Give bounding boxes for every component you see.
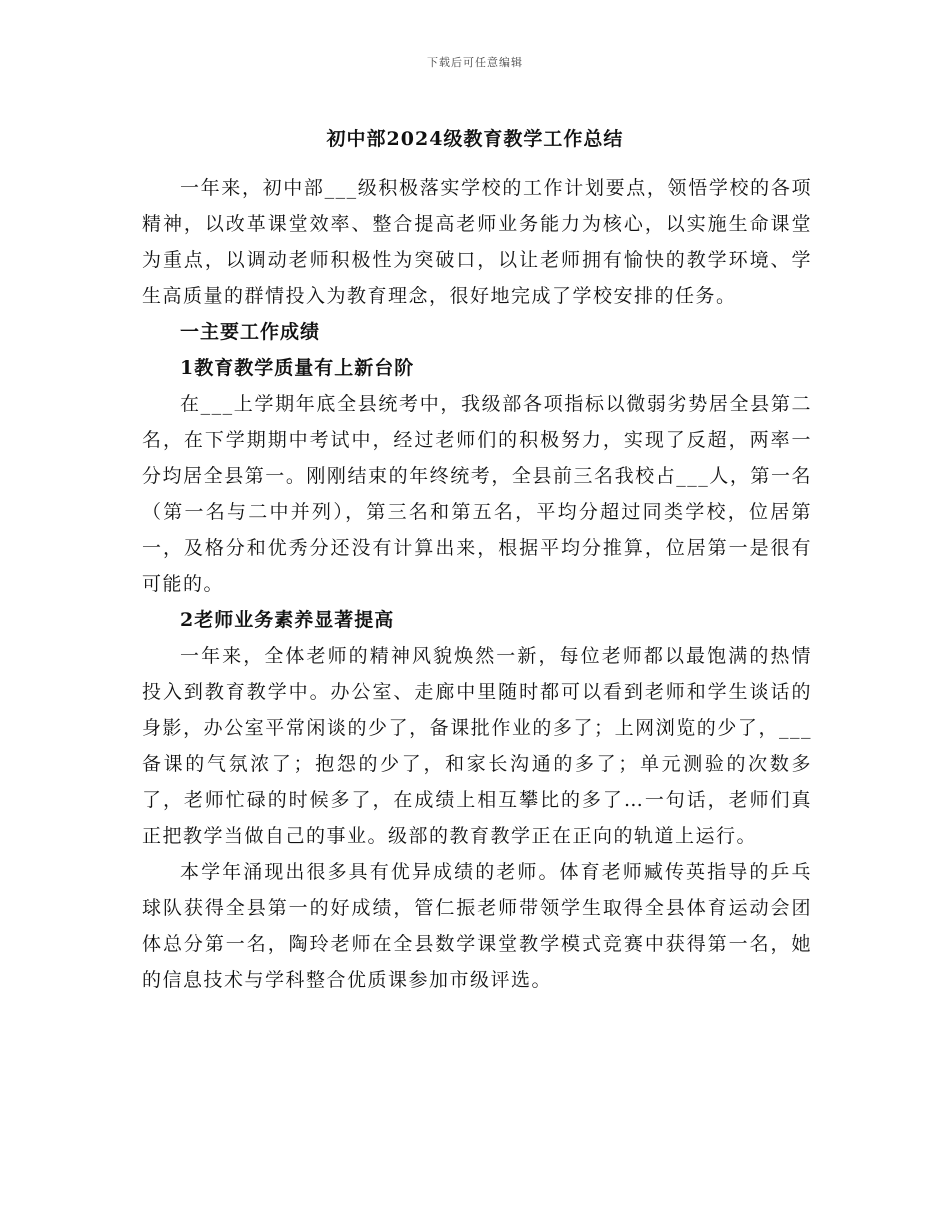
teaching-quality-paragraph: 在___上学期年底全县统考中，我级部各项指标以微弱劣势居全县第二名，在下学期期中考试中，经过老师们的积极努力，实现了反超，两率一分均居全县第一。刚刚结束的年终统考，全县前三名我校占___人，第一名（第一名与二中并列），第三名和第五名，平均分超过同类学校，位居第一，及格分和优秀分还没有计算出来，根据平均分推算，位居第一是很有可能的。 — [142, 393, 812, 595]
intro-paragraph: 一年来，初中部___级积极落实学校的工作计划要点，领悟学校的各项精神，以改革课堂效率、整合提高老师业务能力为核心，以实施生命课堂为重点，以调动老师积极性为突破口，以让老师拥有愉快的教学环境、学生高质量的群情投入为教育理念，很好地完成了学校安排的任务。 — [142, 177, 812, 307]
teacher-skills-paragraph: 一年来，全体老师的精神风貌焕然一新，每位老师都以最饱满的热情投入到教育教学中。办公室、走廊中里随时都可以看到老师和学生谈话的身影，办公室平常闲谈的少了，备课批作业的多了；上网浏览的少了，___备课的气氛浓了；抱怨的少了，和家长沟通的多了；单元测验的次数多了，老师忙碌的时候多了，在成绩上相互攀比的多了…一句话，老师们真正把教学当做自己的事业。级部的教育教学正在正向的轨道上运行。 — [142, 645, 812, 847]
subsection-heading-teaching-quality: 1教育教学质量有上新台阶 — [180, 357, 415, 379]
page-header-note: 下载后可任意编辑 — [427, 56, 523, 69]
document-title: 初中部2024级教育教学工作总结 — [326, 128, 624, 150]
subsection-heading-teacher-skills: 2老师业务素养显著提高 — [180, 609, 395, 631]
document-body — [142, 170, 812, 998]
outstanding-teachers-paragraph: 本学年涌现出很多具有优异成绩的老师。体育老师臧传英指导的乒乓球队获得全县第一的好成绩，管仁振老师带领学生取得全县体育运动会团体总分第一名，陶玲老师在全县数学课堂教学模式竞赛中获得第一名，她的信息技术与学科整合优质课参加市级评选。 — [142, 861, 812, 991]
section-heading-achievements: 一主要工作成绩 — [180, 321, 321, 343]
